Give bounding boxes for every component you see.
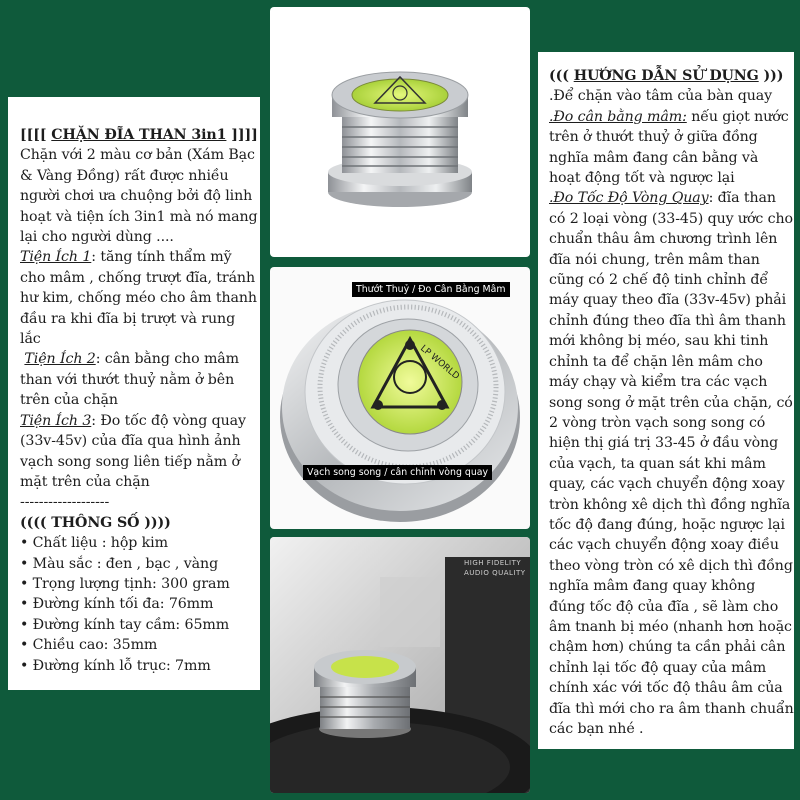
- specs-prefix: ((((: [20, 514, 52, 531]
- step-balance-text: nếu giọt nước trên ở thướt thuỷ ở giữa đồng nghĩa mâm đang cân bằng và hoạt động tốt và ngược lại: [549, 108, 789, 187]
- intro-text: Chặn với 2 màu cơ bản (Xám Bạc & Vàng Đồng) rất được nhiều người chơi ưa chuộng bởi độ linh hoạt và tiện ích 3in1 mà nó mang lại cho người dùng ....: [20, 147, 258, 246]
- spec-item: • Đường kính tối đa: 76mm: [20, 596, 214, 613]
- divider: -------------------: [20, 494, 110, 511]
- feature-1-text: : tăng tính thẩm mỹ cho mâm , chống trượt đĩa, tránh hư kim, chống méo cho âm thanh đầu ra khi đĩa bị trượt và rung lắc: [20, 249, 257, 348]
- feature-2-label: Tiện Ích 2: [24, 351, 96, 368]
- instructions-title: [549, 66, 794, 86]
- title-text: CHẶN ĐĨA THAN 3in1: [51, 127, 227, 143]
- specs-title-text: THÔNG SỐ: [51, 514, 140, 531]
- hifi-label-1: HIGH FIDELITY: [464, 559, 522, 567]
- instructions-prefix: (((: [549, 68, 574, 84]
- spec-item: • Đường kính tay cầm: 65mm: [20, 616, 230, 633]
- step-speed: [549, 188, 794, 739]
- title-suffix: ]]]]: [226, 127, 258, 143]
- spec-item: • Màu sắc : đen , bạc , vàng: [20, 555, 219, 572]
- spec-item: • Đường kính lỗ trục: 7mm: [20, 657, 211, 674]
- step-speed-label: .Đo Tốc Độ Vòng Quay: [549, 190, 709, 207]
- feature-3-text: : Đo tốc độ vòng quay (33v-45v) của đĩa qua hình ảnh vạch song song liên tiếp nằm ở mặt trên của chặn: [20, 412, 246, 490]
- product-title: [20, 125, 260, 145]
- product-photo-top: [270, 267, 530, 529]
- spec-item: • Chất liệu : hộp kim: [20, 535, 168, 552]
- feature-1: [20, 247, 260, 349]
- spec-item: • Chiều cao: 35mm: [20, 637, 158, 654]
- specs-panel: [8, 97, 260, 690]
- feature-1-label: Tiện Ích 1: [20, 249, 92, 266]
- spec-item: • Trọng lượng tịnh: 300 gram: [20, 575, 230, 592]
- title-prefix: [[[[: [20, 127, 52, 143]
- level-label: Thướt Thuỷ / Đo Cân Bằng Mâm: [352, 282, 510, 297]
- step-balance-label: .Đo cân bằng mâm:: [549, 108, 687, 125]
- specs-title: [20, 513, 260, 533]
- feature-3: [20, 411, 260, 493]
- instructions-intro: .Để chặn vào tâm của bàn quay: [549, 88, 773, 105]
- speed-lines-label: Vạch song song / cân chỉnh vòng quay: [303, 465, 492, 480]
- instructions-panel: [538, 52, 794, 749]
- instructions-title-text: HƯỚNG DẪN SỬ DỤNG: [573, 68, 759, 84]
- feature-2-text: : cân bằng cho mâm than với thướt thuỷ nằm ở bên trên của chặn: [20, 351, 240, 409]
- step-balance: [549, 107, 794, 189]
- hifi-label-2: AUDIO QUALITY: [464, 569, 526, 577]
- logo-text: LP WORLD: [418, 343, 461, 382]
- instructions-suffix: ))): [758, 68, 784, 84]
- feature-3-label: Tiện Ích 3: [20, 412, 92, 429]
- step-speed-text: : đĩa than có 2 loại vòng (33-45) quy ước cho chuẩn thâu âm chương trình lên đĩa nói chung, trên mâm than cũng có 2 chế độ tinh chỉnh để máy quay theo đĩa (33v-45v) phải chỉnh đúng theo đĩa thì âm thanh mới không bị méo, sau khi tinh chỉnh ta để chặn lên mâm cho máy chạy và kiểm tra các vạch song song ở mặt trên của chặn, có 2 vòng tròn vạch song song có hiện thị giá trị 33-45 ở đầu vòng của vạch, ta quan sát khi mâm quay, các vạch chuyển động xoay tròn không xê dịch thì đồng nghĩa tốc độ đang đúng, hoặc ngược lại các vạch chuyển động xoay điều theo vòng tròn có xê dịch thì đồng nghĩa mâm đang quay không đúng tốc độ của đĩa , sẽ làm cho âm tnanh bị méo (nhanh hơn hoặc chậm hơn) chúng ta cần phải cân chỉnh lại tốc độ quay của mâm chính xác với tốc độ thâu âm của đĩa thì mới cho ra âm thanh chuẩn các bạn nhé .: [549, 190, 794, 737]
- feature-2: [20, 349, 260, 410]
- specs-list: [20, 533, 260, 676]
- specs-suffix: )))): [139, 514, 171, 531]
- record-clamp-side-illustration: [270, 7, 530, 257]
- product-photo-turntable: [270, 537, 530, 793]
- product-photo-side: [270, 7, 530, 257]
- record-clamp-top-illustration: [270, 267, 530, 529]
